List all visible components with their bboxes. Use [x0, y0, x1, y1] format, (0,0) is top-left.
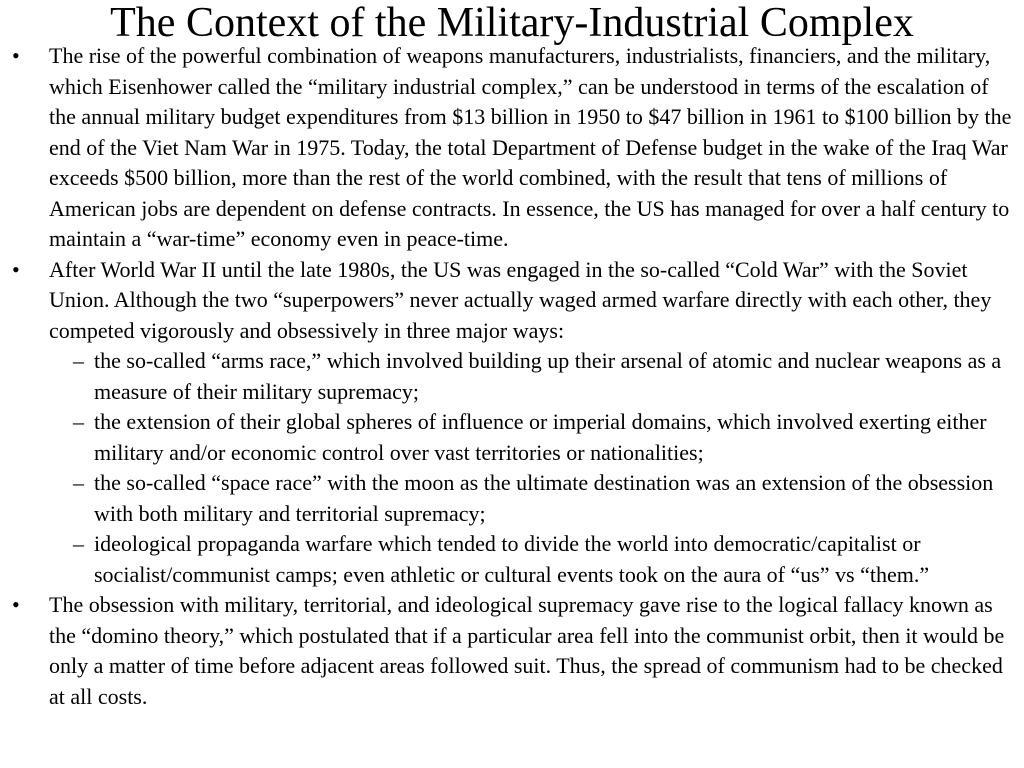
dash-icon: – [73, 409, 84, 434]
bullet-icon: • [12, 592, 20, 617]
bullet-list [0, 41, 1024, 712]
sub-bullet-list [49, 346, 1014, 590]
bullet-item [0, 255, 1024, 591]
bullet-item [0, 41, 1024, 255]
sub-bullet-text: the extension of their global spheres of influence or imperial domains, which involved exerting either military and/or economic control over vast territories or nationalities; [94, 409, 987, 465]
dash-icon: – [73, 348, 84, 373]
sub-bullet-item [49, 468, 1014, 529]
bullet-text: The rise of the powerful combination of weapons manufacturers, industrialists, financiers, and the military, which Eisenhower called the “military industrial complex,” can be understood in terms of the escalation of the annual military budget expenditures from $13 billion in 1950 to $47 billion in 1961 to $100 billion by the end of the Viet Nam War in 1975. Today, the total Department of Defense budget in the wake of the Iraq War exceeds $500 billion, more than the rest of the world combined, with the result that tens of millions of American jobs are dependent on defense contracts. In essence, the US has managed for over a half century to maintain a “war-time” economy even in peace-time. [49, 43, 1012, 251]
slide-title: The Context of the Military-Industrial Complex [110, 0, 914, 46]
sub-bullet-item [49, 346, 1014, 407]
sub-bullet-item [49, 529, 1014, 590]
sub-bullet-text: the so-called “arms race,” which involved building up their arsenal of atomic and nuclear weapons as a measure of their military supremacy; [94, 348, 1002, 404]
bullet-text: The obsession with military, territorial, and ideological supremacy gave rise to the logical fallacy known as the “domino theory,” which postulated that if a particular area fell into the communist orbit, then it would be only a matter of time before adjacent areas followed suit. Thus, the spread of communism had to be checked at all costs. [49, 592, 1005, 709]
bullet-text: After World War II until the late 1980s, the US was engaged in the so-called “Cold War” with the Soviet Union. Although the two “superpowers” never actually waged armed warfare directly with each other, they competed vigorously and obsessively in three major ways: [49, 256, 992, 343]
dash-icon: – [73, 531, 84, 556]
sub-bullet-item [49, 407, 1014, 468]
bullet-item [0, 590, 1024, 712]
bullet-icon: • [12, 256, 20, 282]
slide-body [0, 41, 1024, 712]
dash-icon: – [73, 470, 84, 495]
sub-bullet-text: ideological propaganda warfare which tended to divide the world into democratic/capitalist or socialist/communist camps; even athletic or cultural events took on the aura of “us” vs “them.” [94, 531, 930, 587]
sub-bullet-text: the so-called “space race” with the moon as the ultimate destination was an extension of the obsession with both military and territorial supremacy; [94, 470, 994, 526]
bullet-icon: • [12, 43, 20, 68]
